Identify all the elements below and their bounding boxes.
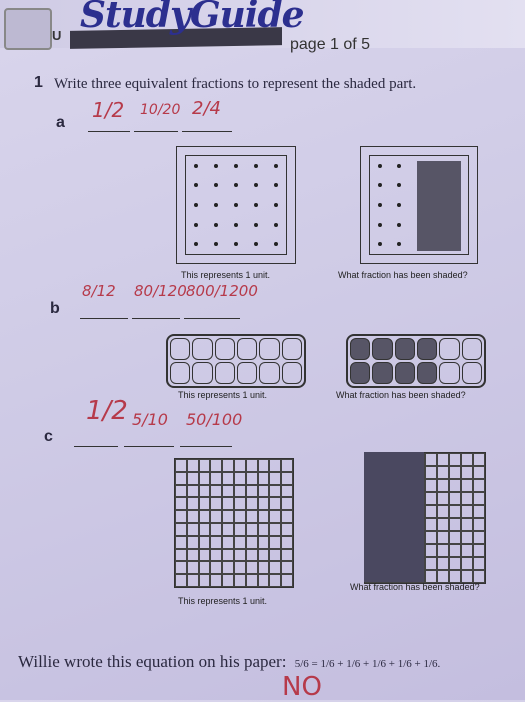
answer-line-b3	[184, 318, 240, 319]
page-indicator: page 1 of 5	[290, 36, 371, 53]
answer-line-c3	[180, 446, 232, 447]
dot-grid-a	[185, 155, 287, 255]
question-text: Write three equivalent fractions to represent the shaded part.	[54, 76, 417, 92]
equation-statement	[18, 652, 440, 672]
part-c-label: c	[44, 428, 53, 445]
part-b-label: b	[50, 300, 60, 317]
unit-caption-a: This represents 1 unit.	[181, 270, 271, 280]
answer-line-a2	[134, 131, 178, 132]
question-number: 1	[34, 74, 43, 91]
shaded-hundred-grid-c	[364, 452, 484, 582]
part-a-label: a	[56, 114, 65, 131]
equation: 5/6 = 1/6 + 1/6 + 1/6 + 1/6 + 1/6.	[294, 658, 441, 670]
unit-label: U	[52, 28, 62, 43]
answer-b2[interactable]: 80/120	[134, 282, 187, 300]
unit-square-a	[176, 146, 296, 264]
unit-hundred-grid-c	[174, 458, 294, 588]
answer-line-b1	[80, 318, 128, 319]
unit-caption-c: This represents 1 unit.	[178, 596, 268, 606]
answer-b1[interactable]: 8/12	[82, 282, 116, 300]
answer-a3[interactable]: 2/4	[192, 98, 221, 119]
shaded-caption-a: What fraction has been shaded?	[338, 270, 468, 280]
answer-a1[interactable]: 1/2	[92, 98, 125, 122]
shaded-egg-carton-b	[346, 334, 486, 388]
shaded-square-a	[360, 146, 478, 264]
answer-c2[interactable]: 5/10	[132, 410, 168, 429]
answer-line-a3	[182, 131, 232, 132]
answer-line-b2	[132, 318, 180, 319]
handwritten-no[interactable]: NO	[282, 672, 322, 702]
answer-c3[interactable]: 50/100	[186, 410, 243, 429]
answer-a2[interactable]: 10/20	[140, 102, 181, 118]
shaded-caption-c: What fraction has been shaded?	[350, 582, 480, 592]
shaded-caption-b: What fraction has been shaded?	[336, 390, 466, 400]
book-icon	[4, 8, 52, 50]
answer-line-a1	[88, 131, 130, 132]
answer-line-c1	[74, 446, 118, 447]
shaded-region-a	[417, 161, 461, 251]
willie-text: Willie wrote this equation on his paper:	[18, 652, 287, 671]
answer-c1[interactable]: 1/2	[86, 396, 128, 426]
answer-b3[interactable]: 800/1200	[186, 282, 258, 300]
answer-line-c2	[124, 446, 174, 447]
unit-caption-b: This represents 1 unit.	[178, 390, 268, 400]
shaded-region-c	[364, 452, 424, 582]
handwritten-title: StudyGuide	[80, 0, 304, 36]
unit-egg-carton-b	[166, 334, 306, 388]
